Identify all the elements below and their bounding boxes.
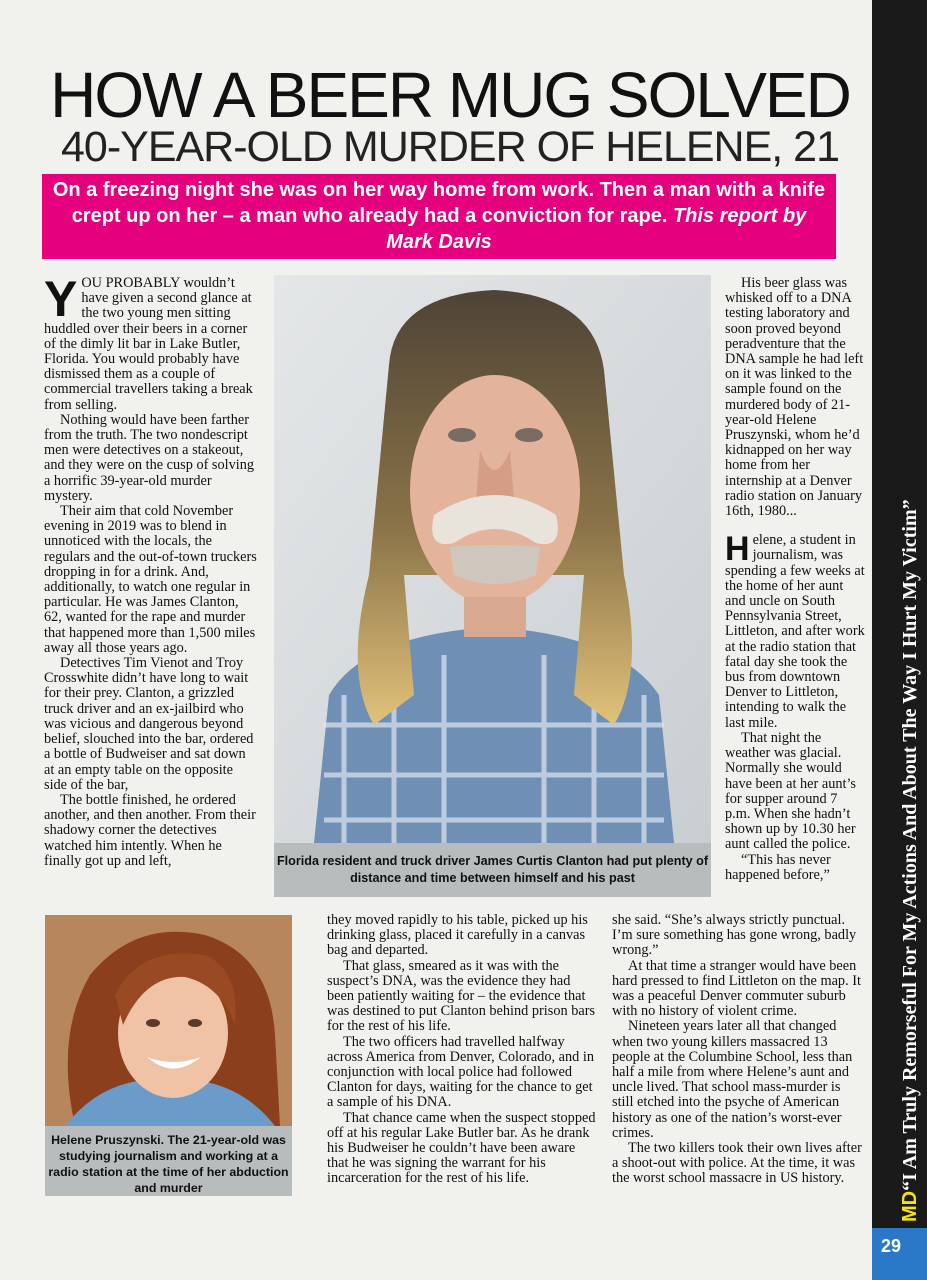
article-paragraph: That night the weather was glacial. Normally she would have been at her aunt’s for supper around 7 p.m. When she hadn’t shown up by 10.30 her aunt called the police.	[725, 729, 856, 853]
article-column-3-continued	[612, 913, 864, 1187]
standfirst	[42, 174, 836, 259]
article-column-1	[44, 271, 259, 869]
article-paragraph: His beer glass was whisked off to a DNA testing laboratory and soon proved beyond peradventure that the DNA sample he had left on it was linked to the sample found on the murdered body of 21-year-old Helene Pruszynski, whom he’d kidnapped on her way home from her internship at a Denver radio station on January 16th, 1980...	[725, 275, 864, 520]
article-paragraph: Nothing would have been farther from the truth. The two nondescript men were detectives on a stakeout, and they were on the cusp of solving a horrific 39-year-old murder mystery.	[44, 411, 255, 504]
article-paragraph: The two killers took their own lives after a shoot-out with police. At the time, it was the worst school massacre in US history.	[612, 1140, 862, 1187]
article-paragraph: YOU PROBABLY wouldn’t have given a second glance at the two young men sitting huddled over their beers in a corner of the dimly lit bar in Lake Butler, Florida. You would probably have dismissed them as a couple of commercial travellers taking a break from selling.	[44, 271, 253, 413]
article-paragraph: That glass, smeared as it was with the suspect’s DNA, was the evidence they had been patiently waiting for – the evidence that was destined to put Clanton behind prison bars for the rest of his life.	[327, 957, 596, 1035]
drop-cap: H	[725, 530, 750, 569]
mugshot-photo	[274, 275, 711, 843]
mugshot-illustration	[274, 275, 711, 843]
article-paragraph: That chance came when the suspect stopped off at his regular Lake Butler bar. As he drank his Budweiser he couldn’t have been aware that he was signing the warrant for his incarceration for the rest of his life.	[327, 1109, 596, 1187]
article-paragraph: Their aim that cold November evening in 2019 was to blend in unnoticed with the locals, the regulars and the out-of-town truckers dropping in for a drink. And, additionally, to watch one regular in particular. He was James Clanton, 62, wanted for the rape and murder that happened more than 1,500 miles away all those years ago.	[44, 503, 257, 656]
article-paragraph: Helene, a student in journalism, was spending a few weeks at the home of her aunt and uncle on South Pennsylvania Street, Littleton, and after work at the radio station that fatal day she took the bus from downtown Denver to Littleton, intending to walk the last mile.	[725, 530, 865, 731]
article-paragraph: “This has never happened before,”	[725, 851, 831, 883]
headline-sub: 40-YEAR-OLD MURDER OF HELENE, 21	[60, 123, 840, 171]
article-column-2	[327, 913, 599, 1187]
victim-photo	[45, 915, 292, 1126]
drop-cap: Y	[44, 271, 78, 327]
sidebar-strip	[872, 0, 927, 1280]
article-paragraph: they moved rapidly to his table, picked up his drinking glass, placed it carefully in a canvas bag and departed.	[327, 912, 588, 959]
photo-caption-main: Florida resident and truck driver James Curtis Clanton had put plenty of distance and time between himself and his past	[274, 843, 711, 897]
article-paragraph: At that time a stranger would have been hard pressed to find Littleton on the map. It was a peaceful Denver commuter suburb with no history of violent crime.	[612, 957, 861, 1020]
headline-main: HOW A BEER MUG SOLVED	[50, 59, 850, 131]
standfirst-text: On a freezing night she was on her way home from work. Then a man with a knife crept up on her – a man who already had a conviction for rape.	[52, 179, 826, 227]
victim-illustration	[45, 915, 292, 1126]
pull-quote: “I Am Truly Remorseful For My Actions And About The Way I Hurt My Victim”	[899, 499, 921, 1191]
article-paragraph: Detectives Tim Vienot and Troy Crosswhite didn’t have long to wait for their prey. Clanton, a grizzled truck driver and an ex-jailbird who was vicious and dangerous beyond belief, slouched into the bar, ordered a bottle of Budweiser and sat down at an empty table on the opposite side of the bar,	[44, 655, 254, 793]
sidebar-quote	[899, 499, 922, 1222]
page-number: 29	[880, 1236, 902, 1256]
brand-logo: MD	[899, 1190, 921, 1222]
article-paragraph: Nineteen years later all that changed when two young killers massacred 13 people at the Columbine School, less than half a mile from where Helene’s aunt and uncle lived. That school mass-murder is still etched into the psyche of American history as one of the nation’s worst-ever crimes.	[612, 1018, 853, 1141]
photo-caption-small: Helene Pruszynski. The 21-year-old was studying journalism and working at a radio station at the time of her abduction and murder	[45, 1126, 292, 1196]
article-paragraph: The two officers had travelled halfway across America from Denver, Colorado, and in conjunction with local police had followed Clanton for days, waiting for the chance to get a sample of his DNA.	[327, 1033, 595, 1111]
article-paragraph: she said. “She’s always strictly punctual. I’m sure something has gone wrong, badly wrong.”	[612, 912, 857, 959]
byline: This report by Mark Davis	[386, 205, 807, 253]
article-column-3	[725, 276, 865, 883]
article-paragraph: The bottle finished, he ordered another, and then another. From their shadowy corner the detectives watched him intently. When he finally got up and left,	[44, 791, 256, 869]
